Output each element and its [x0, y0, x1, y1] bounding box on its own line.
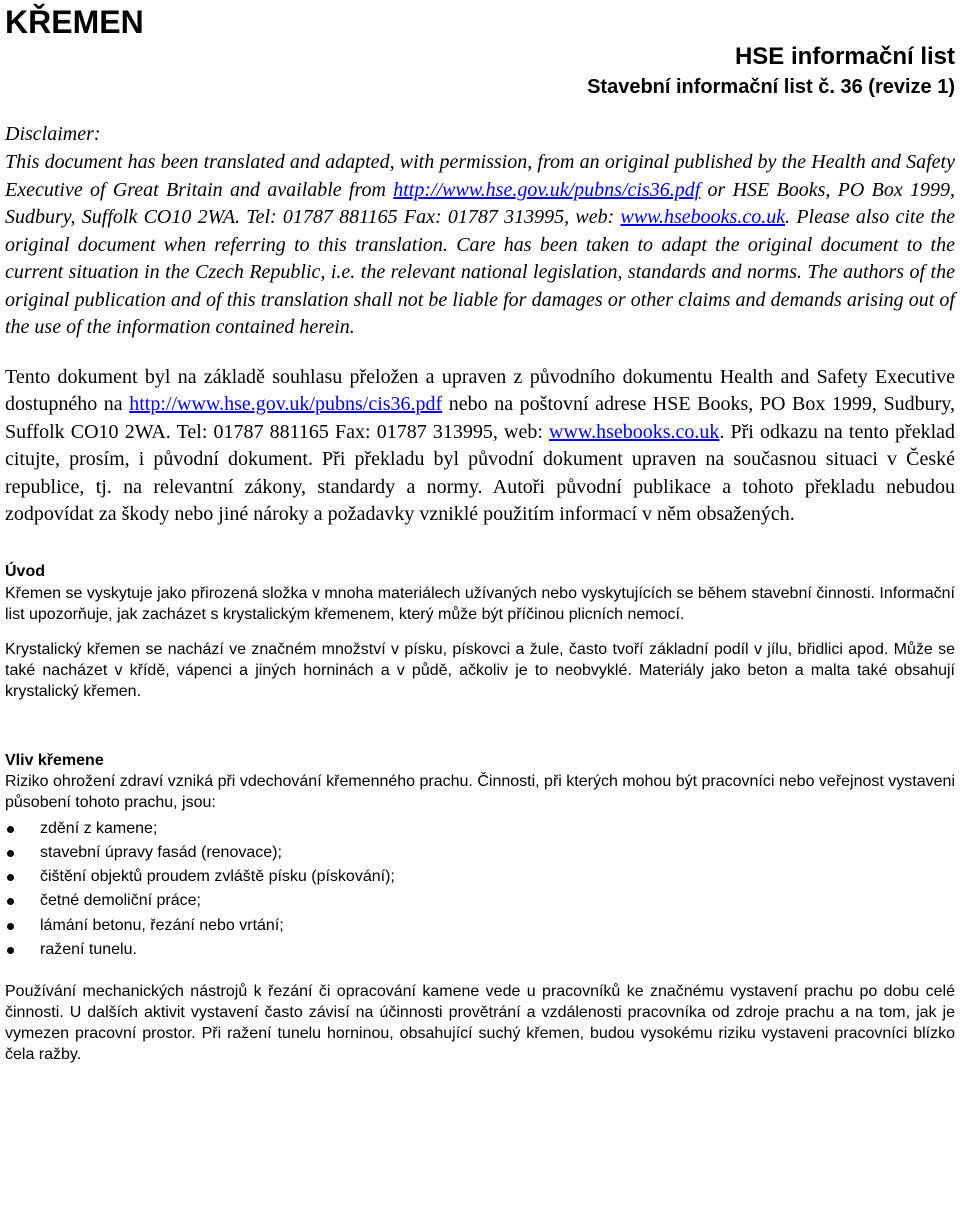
disclaimer-text-1: This document has been translated and adapted, with permission, from an original published by the Health and Safety Executive of Great Britain and available from — [5, 151, 955, 201]
section-heading-vliv: Vliv křemene — [5, 751, 104, 769]
hse-sheet-title: HSE informační list — [734, 43, 955, 70]
bullet-icon — [7, 874, 14, 881]
hse-sheet-subtitle: Stavební informační list č. 36 (revize 1) — [587, 76, 955, 98]
czech-disclaimer-text-3: . Při odkazu na tento překlad citujte, prosím, i původní dokument. Při překladu byl původní dokument upraven na současnou situaci v České republice, tj. na relevantní zákony, standardy a normy. Autoři původní publikace a tohoto překladu nebudou zodpovídat za škody nebo jiné nároky a požadavky vzniklé použitím informací v něm obsažených. — [5, 420, 955, 525]
hse-pdf-link[interactable]: http://www.hse.gov.uk/pubns/cis36.pdf — [393, 178, 701, 201]
czech-disclaimer-text-1: Tento dokument byl na základě souhlasu přeložen a upraven z původního dokumentu Health and Safety Executive dostupného na — [5, 365, 955, 415]
list-item-text: čištění objektů proudem zvláště písku (pískování); — [40, 868, 395, 886]
document-title: KŘEMEN — [5, 4, 144, 40]
bullet-icon — [7, 850, 14, 857]
list-item-text: stavební úpravy fasád (renovace); — [40, 843, 282, 861]
czech-disclaimer-text-2: nebo na poštovní adrese HSE Books, PO Box 1999, Sudbury, Suffolk CO10 2WA. Tel: 01787 881165 Fax: 01787 313995, web: — [5, 393, 955, 443]
list-item — [5, 938, 955, 962]
vliv-paragraph-1: Riziko ohrožení zdraví vzniká při vdechování křemenného prachu. Činnosti, při kterých mohou být pracovníci nebo veřejnost vystaveni působení tohoto prachu, jsou: — [5, 772, 955, 811]
disclaimer-text-2: or HSE Books, PO Box 1999, Sudbury, Suffolk CO10 2WA. Tel: 01787 881165 Fax: 01787 313995, web: — [5, 178, 955, 228]
disclaimer-text-3: . Please also cite the original document when referring to this translation. Care has been taken to adapt the original document to the current situation in the Czech Republic, i.e. the relevant national legislation, standards and norms. The authors of the original publication and of this translation shall not be liable for damages or other claims and demands arising out of the use of the information contained herein. — [5, 206, 955, 338]
list-item — [5, 914, 955, 938]
vliv-paragraph-2: Používání mechanických nástrojů k řezání či opracování kamene vede u pracovníků ke značnému vystavení prachu po dobu celé činnosti. U dalších aktivit vystavení často závisí na účinnosti provětrání a vzdálenosti pracovníka od zdroje prachu a na tom, jak je vymezen pracovní prostor. Při ražení tunelu horninou, obsahující suchý křemen, budou vysokému riziku vystaveni pracovníci blízko čela ražby. — [5, 983, 955, 1064]
list-item-text: ražení tunelu. — [40, 940, 137, 958]
list-item — [5, 817, 955, 841]
list-item-text: zdění z kamene; — [40, 819, 158, 837]
section-heading-uvod: Úvod — [5, 562, 45, 580]
list-item — [5, 865, 955, 889]
czech-hsebooks-link[interactable]: www.hsebooks.co.uk — [549, 420, 720, 443]
document-page — [5, 0, 955, 1065]
bullet-icon — [7, 947, 14, 954]
list-item — [5, 889, 955, 913]
czech-hse-pdf-link[interactable]: http://www.hse.gov.uk/pubns/cis36.pdf — [129, 393, 443, 415]
activity-list — [5, 817, 955, 963]
bullet-icon — [7, 923, 14, 930]
list-item — [5, 841, 955, 865]
uvod-paragraph-2: Krystalický křemen se nachází ve značném množství v písku, pískovci a žule, často tvoří základní podíl v jílu, břidlici apod. Může se také nacházet v křídě, vápenci a jiných horninách a v půdě, ačkoliv je to neobvyklé. Materiály jako beton a malta také obsahují krystalický křemen. — [5, 640, 955, 700]
czech-disclaimer-paragraph — [5, 364, 955, 529]
bullet-icon — [7, 898, 14, 905]
list-item-text: lámání betonu, řezání nebo vrtání; — [40, 916, 284, 934]
disclaimer-heading: Disclaimer: — [5, 123, 101, 145]
hsebooks-link[interactable]: www.hsebooks.co.uk — [620, 206, 786, 228]
list-item-text: četné demoliční práce; — [40, 892, 201, 910]
disclaimer-paragraph — [5, 149, 955, 342]
uvod-paragraph-1: Křemen se vyskytuje jako přirozená složka v mnoha materiálech užívaných nebo vyskytujících se během stavební činnosti. Informační list upozorňuje, jak zacházet s krystalickým křemenem, který může být příčinou plicních nemocí. — [5, 584, 955, 623]
bullet-icon — [7, 826, 14, 833]
